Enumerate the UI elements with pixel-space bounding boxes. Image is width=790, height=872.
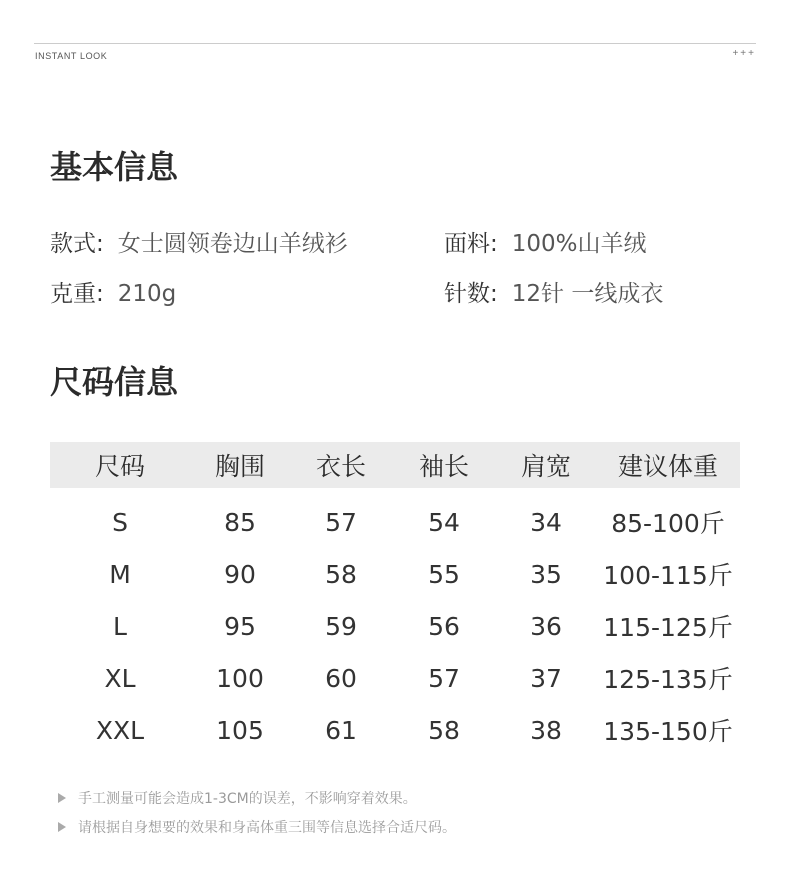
note-text: 手工测量可能会造成1-3CM的误差，不影响穿着效果。 xyxy=(78,790,417,807)
cell-length: 58 xyxy=(325,559,357,589)
basic-info-title: 基本信息 xyxy=(50,148,179,186)
cell-weight: 115-125斤 xyxy=(603,613,733,642)
info-fabric xyxy=(444,229,647,259)
cell-sleeve: 56 xyxy=(428,611,460,641)
cell-sleeve: 57 xyxy=(428,663,460,693)
cell-length: 60 xyxy=(325,663,357,693)
cell-shoulder: 38 xyxy=(530,715,562,745)
info-weight-value: 210g xyxy=(117,281,177,307)
table-row xyxy=(50,652,740,704)
table-row xyxy=(50,496,740,548)
triangle-bullet-icon xyxy=(58,793,66,803)
info-style-label: 款式: xyxy=(50,231,104,257)
header-sleeve: 袖长 xyxy=(418,452,469,481)
cell-shoulder: 35 xyxy=(530,559,562,589)
info-style xyxy=(50,229,348,259)
cell-weight: 100-115斤 xyxy=(603,561,733,590)
info-fabric-label: 面料: xyxy=(444,231,498,257)
table-row xyxy=(50,548,740,600)
cell-chest: 105 xyxy=(216,715,264,745)
brand-label: INSTANT LOOK xyxy=(35,51,108,61)
size-table xyxy=(50,442,740,756)
top-divider xyxy=(34,43,756,44)
note-item xyxy=(58,783,456,812)
cell-shoulder: 34 xyxy=(530,507,562,537)
plus-marks: +++ xyxy=(732,48,756,59)
cell-weight: 125-135斤 xyxy=(603,665,733,694)
header-shoulder: 肩宽 xyxy=(520,452,571,481)
info-weight xyxy=(50,279,176,309)
note-item xyxy=(58,812,456,841)
info-gauge xyxy=(444,279,663,309)
header-weight: 建议体重 xyxy=(617,452,718,481)
notes-list xyxy=(58,783,456,841)
table-row xyxy=(50,600,740,652)
cell-size: S xyxy=(112,507,128,537)
header-size: 尺码 xyxy=(94,452,145,481)
cell-sleeve: 54 xyxy=(428,507,460,537)
cell-sleeve: 58 xyxy=(428,715,460,745)
cell-chest: 85 xyxy=(224,507,256,537)
cell-size: M xyxy=(109,559,131,589)
info-fabric-value: 100%山羊绒 xyxy=(511,231,647,257)
cell-size: XXL xyxy=(95,715,145,745)
cell-sleeve: 55 xyxy=(428,559,460,589)
cell-chest: 100 xyxy=(216,663,264,693)
cell-weight: 135-150斤 xyxy=(603,717,733,746)
cell-size: XL xyxy=(104,663,136,693)
size-table-body xyxy=(50,488,740,756)
size-info-title: 尺码信息 xyxy=(50,363,179,401)
cell-shoulder: 36 xyxy=(530,611,562,641)
cell-length: 57 xyxy=(325,507,357,537)
size-table-header xyxy=(50,442,740,488)
cell-weight: 85-100斤 xyxy=(611,509,725,538)
info-gauge-label: 针数: xyxy=(444,281,498,307)
info-gauge-value: 12针 一线成衣 xyxy=(511,281,664,307)
cell-length: 61 xyxy=(325,715,357,745)
info-weight-label: 克重: xyxy=(50,281,104,307)
header-length: 衣长 xyxy=(315,452,366,481)
note-text: 请根据自身想要的效果和身高体重三围等信息选择合适尺码。 xyxy=(78,819,456,836)
header-chest: 胸围 xyxy=(214,452,265,481)
cell-length: 59 xyxy=(325,611,357,641)
cell-size: L xyxy=(113,611,127,641)
triangle-bullet-icon xyxy=(58,822,66,832)
table-row xyxy=(50,704,740,756)
cell-chest: 95 xyxy=(224,611,256,641)
cell-shoulder: 37 xyxy=(530,663,562,693)
cell-chest: 90 xyxy=(224,559,256,589)
info-style-value: 女士圆领卷边山羊绒衫 xyxy=(117,231,348,257)
